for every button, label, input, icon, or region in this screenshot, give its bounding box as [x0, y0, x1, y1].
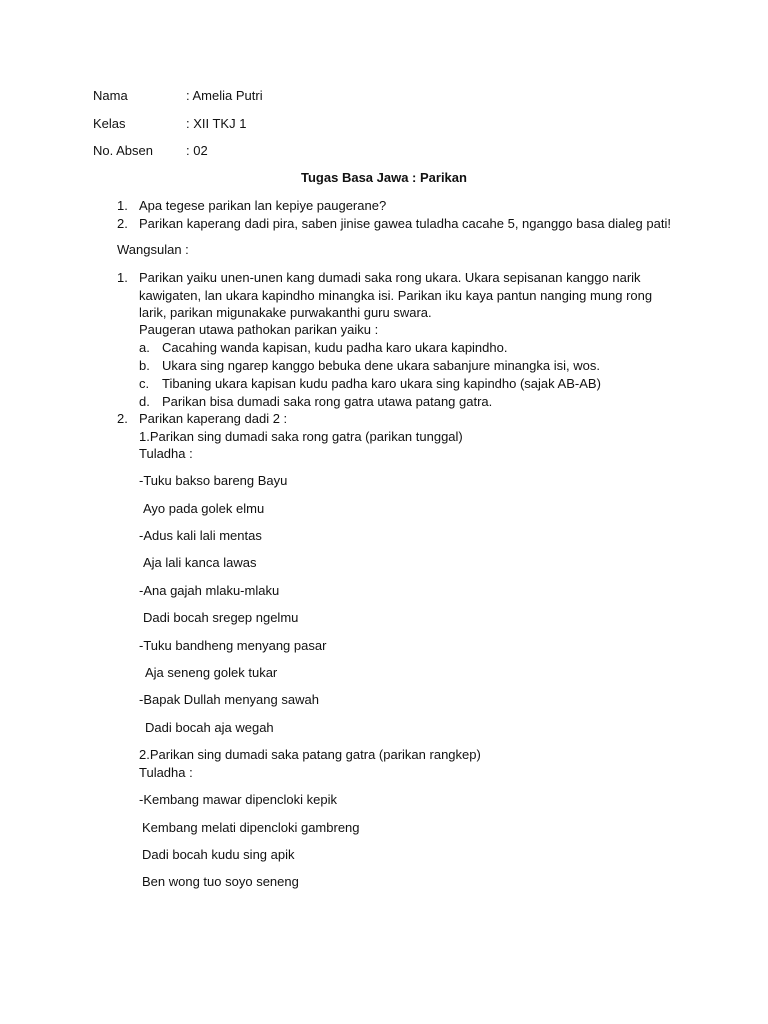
answer-line: Paugeran utawa pathokan parikan yaiku :	[139, 322, 379, 337]
absen-value: : 02	[186, 143, 208, 158]
rule-letter: b.	[139, 358, 150, 373]
rule-letter: d.	[139, 394, 150, 409]
parikan-line: Kembang melati dipencloki gambreng	[142, 820, 360, 835]
question-number: 1.	[117, 198, 128, 213]
parikan-line: Dadi bocah sregep ngelmu	[143, 610, 299, 625]
parikan-line: -Adus kali lali mentas	[139, 528, 262, 543]
answer-number: 2.	[117, 411, 128, 426]
section1-tuladha: Tuladha :	[139, 446, 193, 461]
name-value: : Amelia Putri	[186, 88, 263, 103]
answer-line: larik, parikan migunakake purwakanthi guru swara.	[139, 305, 432, 320]
absen-label: No. Absen	[93, 143, 153, 158]
parikan-line: -Tuku bandheng menyang pasar	[139, 638, 327, 653]
parikan-line: Aja seneng golek tukar	[145, 665, 278, 680]
parikan-line: -Ana gajah mlaku-mlaku	[139, 583, 280, 598]
rule-text: Parikan bisa dumadi saka rong gatra utawa patang gatra.	[162, 394, 493, 409]
page-title: Tugas Basa Jawa : Parikan	[301, 170, 467, 185]
section2-tuladha: Tuladha :	[139, 765, 193, 780]
section2-title: 2.Parikan sing dumadi saka patang gatra (parikan rangkep)	[139, 747, 481, 762]
parikan-line: Aja lali kanca lawas	[143, 555, 257, 570]
parikan-line: -Kembang mawar dipencloki kepik	[139, 792, 337, 807]
parikan-line: Dadi bocah aja wegah	[145, 720, 274, 735]
name-label: Nama	[93, 88, 128, 103]
class-label: Kelas	[93, 116, 126, 131]
parikan-line: -Bapak Dullah menyang sawah	[139, 692, 319, 707]
answer-number: 1.	[117, 270, 128, 285]
parikan-line: -Tuku bakso bareng Bayu	[139, 473, 288, 488]
rule-letter: a.	[139, 340, 150, 355]
question-number: 2.	[117, 216, 128, 231]
rule-letter: c.	[139, 376, 150, 391]
parikan-line: Ben wong tuo soyo seneng	[142, 874, 299, 889]
answer-line: Parikan yaiku unen-unen kang dumadi saka rong ukara. Ukara sepisanan kanggo narik	[139, 270, 641, 285]
question-text: Apa tegese parikan lan kepiye paugerane?	[139, 198, 387, 213]
class-value: : XII TKJ 1	[186, 116, 247, 131]
question-text: Parikan kaperang dadi pira, saben jinise gawea tuladha cacahe 5, nganggo basa dialeg pati!	[139, 216, 671, 231]
parikan-line: Dadi bocah kudu sing apik	[142, 847, 295, 862]
answer-line: kawigaten, lan ukara kapindho minangka isi. Parikan iku kaya pantun nanging mung rong	[139, 288, 653, 303]
answer2-intro: Parikan kaperang dadi 2 :	[139, 411, 288, 426]
section1-title: 1.Parikan sing dumadi saka rong gatra (parikan tunggal)	[139, 429, 463, 444]
rule-text: Tibaning ukara kapisan kudu padha karo ukara sing kapindho (sajak AB-AB)	[162, 376, 601, 391]
rule-text: Cacahing wanda kapisan, kudu padha karo ukara kapindho.	[162, 340, 508, 355]
answer-label: Wangsulan :	[117, 242, 189, 257]
parikan-line: Ayo pada golek elmu	[143, 501, 265, 516]
rule-text: Ukara sing ngarep kanggo bebuka dene ukara sabanjure minangka isi, wos.	[162, 358, 600, 373]
